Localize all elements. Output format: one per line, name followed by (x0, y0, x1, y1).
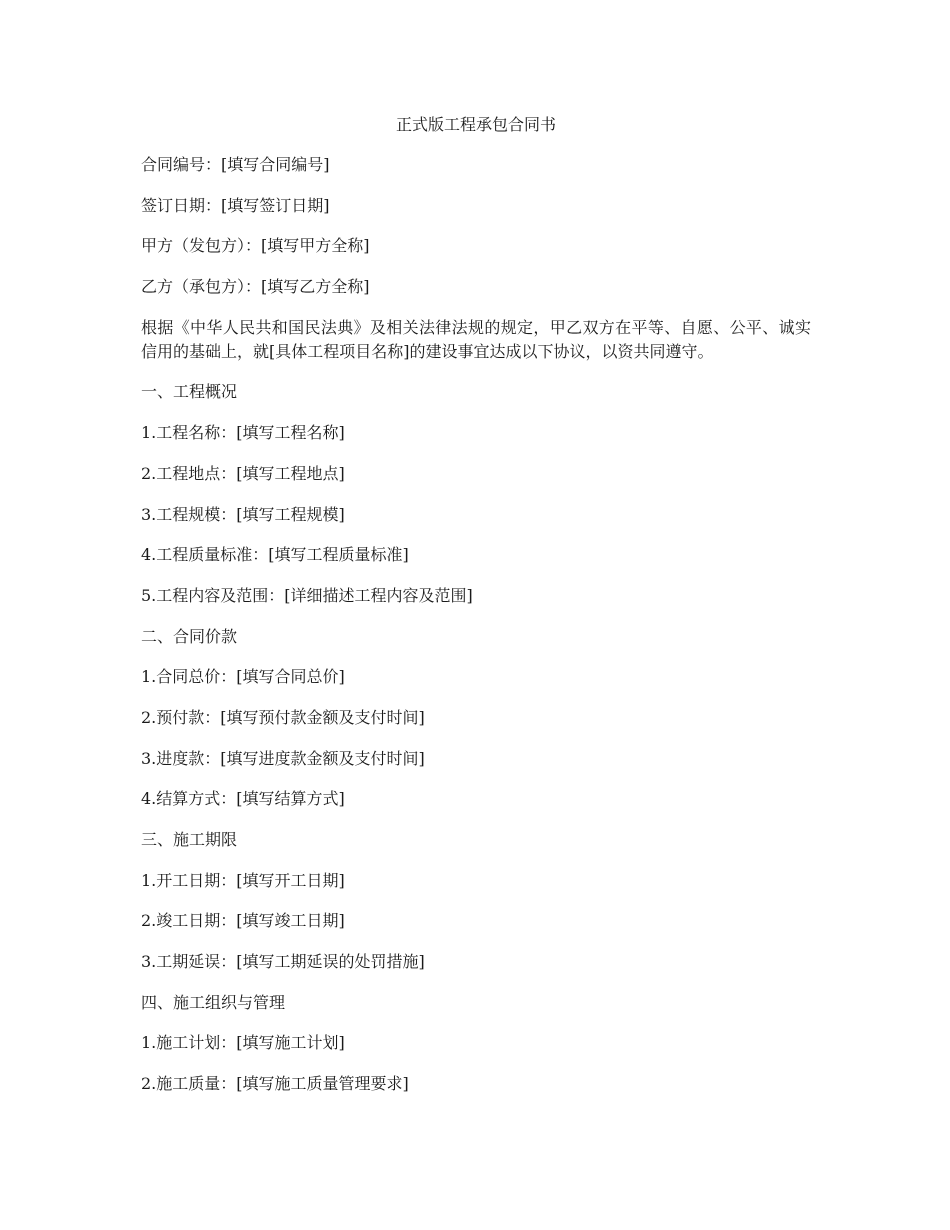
contract-number-field: 合同编号：[填写合同编号] (141, 155, 330, 174)
section-heading-project-overview: 一、工程概况 (141, 382, 238, 402)
list-item: 3.工程规模：[填写工程规模] (141, 504, 345, 524)
preamble-paragraph: 根据《中华人民共和国民法典》及相关法律法规的规定，甲乙双方在平等、自愿、公平、诚实信用的基础上，就[具体工程项目名称]的建设事宜达成以下协议，以资共同遵守。 (141, 317, 811, 361)
list-item: 1.开工日期：[填写开工日期] (141, 870, 345, 890)
section-heading-construction-period: 三、施工期限 (141, 830, 238, 849)
list-item: 2.工程地点：[填写工程地点] (141, 463, 345, 483)
section-heading-contract-price: 二、合同价款 (141, 626, 238, 646)
party-a-field: 甲方（发包方）：[填写甲方全称] (141, 236, 370, 256)
list-item: 5.工程内容及范围：[详细描述工程内容及范围] (141, 585, 473, 605)
list-item: 4.工程质量标准：[填写工程质量标准] (141, 545, 409, 565)
list-item: 3.进度款：[填写进度款金额及支付时间] (141, 748, 425, 768)
list-item: 3.工期延误：[填写工期延误的处罚措施] (141, 952, 425, 972)
signing-date-field: 签订日期：[填写签订日期] (141, 195, 330, 215)
list-item: 4.结算方式：[填写结算方式] (141, 789, 345, 809)
list-item: 1.工程名称：[填写工程名称] (141, 423, 345, 443)
document-page (141, 113, 811, 1113)
list-item: 2.预付款：[填写预付款金额及支付时间] (141, 707, 425, 727)
document-title: 正式版工程承包合同书 (395, 115, 556, 134)
list-item: 1.施工计划：[填写施工计划] (141, 1033, 345, 1053)
party-b-field: 乙方（承包方）：[填写乙方全称] (141, 277, 370, 297)
section-heading-construction-management: 四、施工组织与管理 (141, 992, 286, 1012)
list-item: 1.合同总价：[填写合同总价] (141, 667, 345, 687)
list-item: 2.施工质量：[填写施工质量管理要求] (141, 1074, 409, 1094)
list-item: 2.竣工日期：[填写竣工日期] (141, 911, 345, 931)
